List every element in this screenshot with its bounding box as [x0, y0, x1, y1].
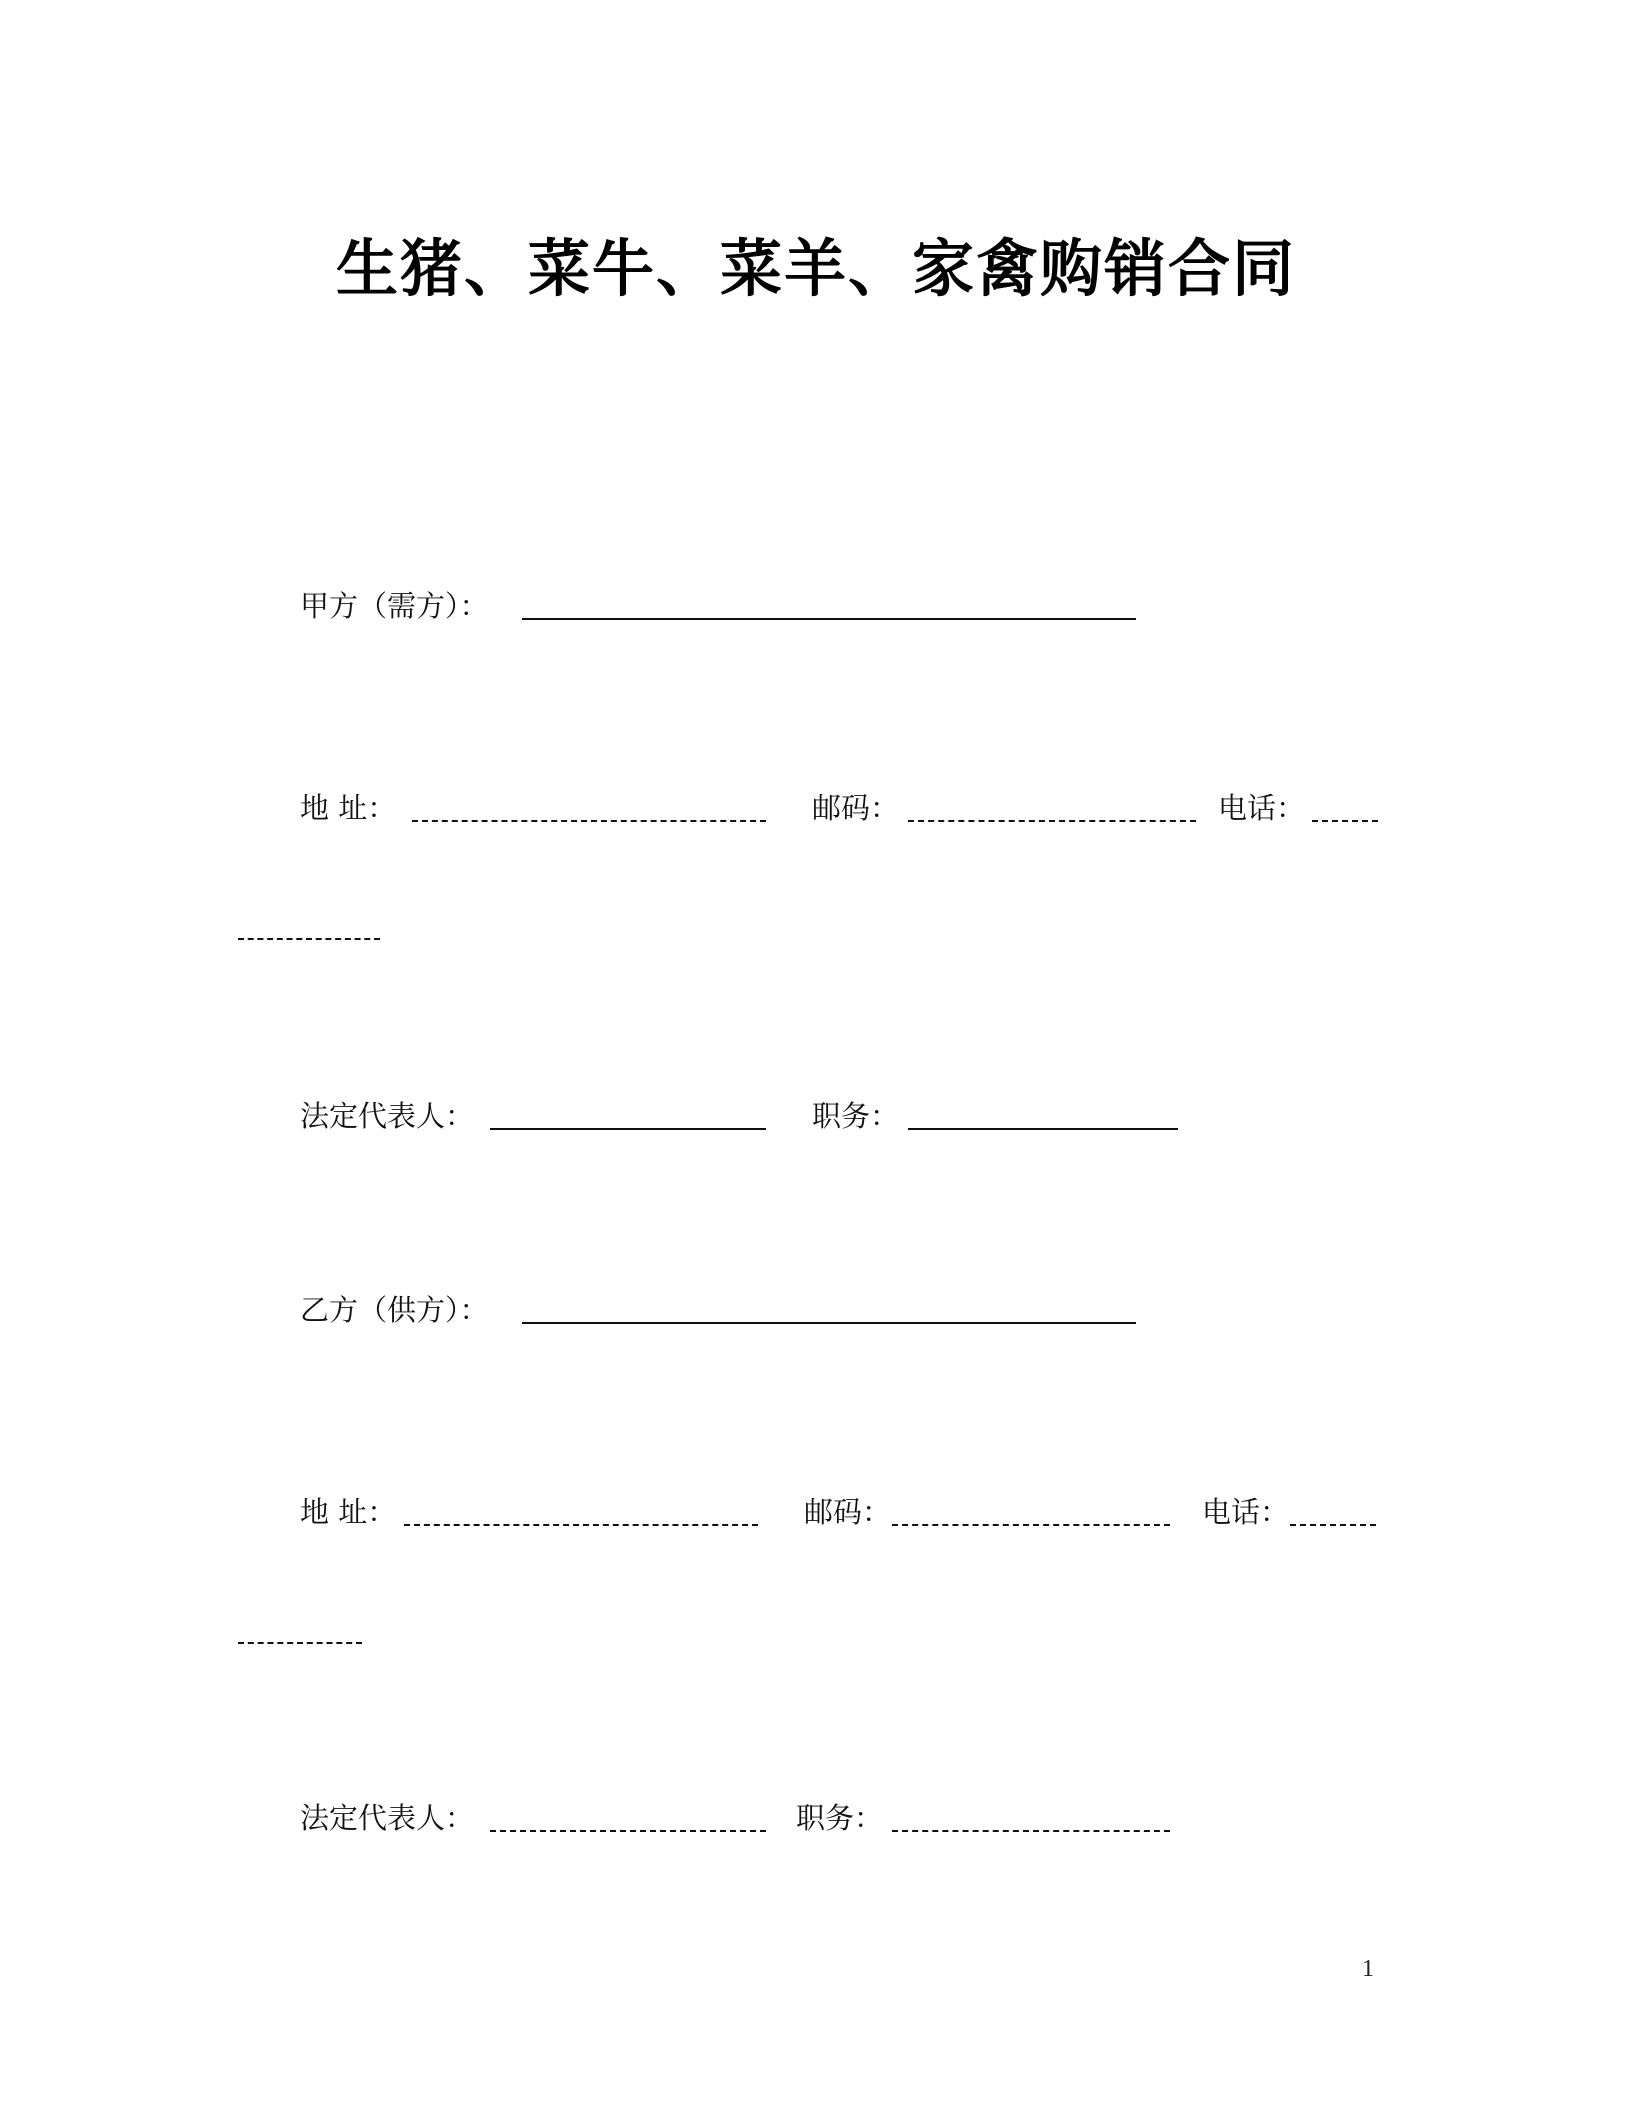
- party-a-address-label: 地 址：: [300, 791, 397, 825]
- party-a-postcode-blank[interactable]: [908, 820, 1196, 822]
- party-b-name-blank[interactable]: [522, 1322, 1136, 1324]
- party-a-row: [300, 584, 1200, 628]
- party-b-phone-continuation: [238, 1608, 438, 1652]
- party-a-phone-blank[interactable]: [1312, 820, 1378, 822]
- party-b-phone-blank-cont[interactable]: [238, 1642, 362, 1644]
- party-b-rep-label: 法定代表人：: [300, 1801, 475, 1835]
- party-a-rep-label: 法定代表人：: [300, 1099, 475, 1133]
- party-b-contact-row: [300, 1490, 1380, 1534]
- party-b-position-blank[interactable]: [892, 1830, 1170, 1832]
- party-a-name-blank[interactable]: [522, 618, 1136, 620]
- party-b-row: [300, 1288, 1200, 1332]
- party-b-rep-row: [300, 1796, 1200, 1840]
- party-a-phone-continuation: [238, 904, 438, 948]
- party-a-position-label: 职务：: [812, 1099, 900, 1133]
- party-b-postcode-blank[interactable]: [892, 1524, 1170, 1526]
- party-b-postcode-label: 邮码：: [804, 1495, 892, 1529]
- party-a-contact-row: [300, 786, 1380, 830]
- party-a-position-blank[interactable]: [908, 1128, 1178, 1130]
- party-a-label: 甲方（需方）：: [300, 589, 489, 623]
- party-b-phone-label: 电话：: [1202, 1495, 1290, 1529]
- party-a-phone-blank-cont[interactable]: [238, 938, 380, 940]
- party-b-position-label: 职务：: [796, 1801, 884, 1835]
- party-a-postcode-label: 邮码：: [812, 791, 900, 825]
- party-a-rep-row: [300, 1094, 1200, 1138]
- party-a-address-blank[interactable]: [412, 820, 766, 822]
- page-number: 1: [1362, 1956, 1374, 1982]
- document-title: 生猪、菜牛、菜羊、家禽购销合同: [335, 231, 1296, 305]
- party-b-address-blank[interactable]: [404, 1524, 758, 1526]
- party-b-address-label: 地 址：: [300, 1495, 397, 1529]
- party-a-phone-label: 电话：: [1218, 791, 1306, 825]
- party-b-rep-blank[interactable]: [490, 1830, 766, 1832]
- party-b-phone-blank[interactable]: [1290, 1524, 1376, 1526]
- party-a-rep-blank[interactable]: [490, 1128, 766, 1130]
- party-b-label: 乙方（供方）：: [300, 1293, 489, 1327]
